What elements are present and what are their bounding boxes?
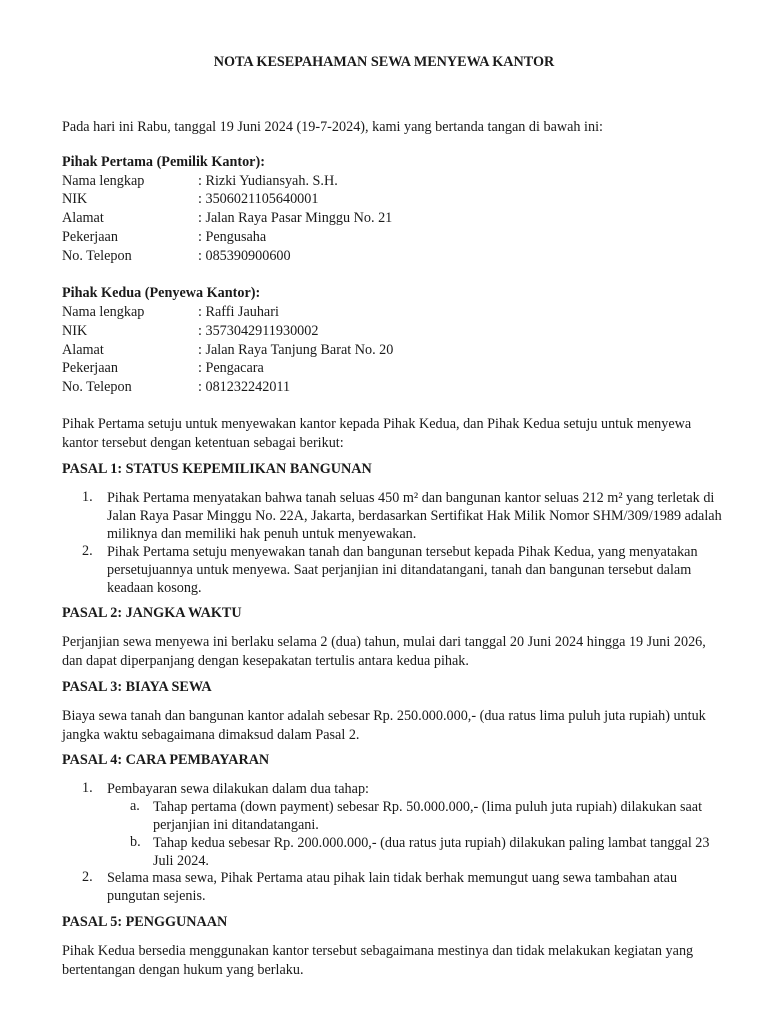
field-label: Nama lengkap [62,173,145,189]
list-number: 2. [82,543,93,559]
field-label: Alamat [62,342,104,358]
list-item: Pihak Pertama menyatakan bahwa tanah seluas 450 m² dan bangunan kantor seluas 212 m² yang terletak di Jalan Raya Pasar Minggu No. 22A, Jakarta, berdasarkan Sertifikat Hak Milik Nomor SHM/309/1989 adalah miliknya dan memiliki hak penuh untuk menyewakan. [107,490,722,542]
field-value: : Pengusaha [198,229,267,245]
agreement-paragraph: Pihak Pertama setuju untuk menyewakan kantor kepada Pihak Kedua, dan Pihak Kedua setuju untuk menyewa kantor tersebut dengan ketentuan sebagai berikut: [62,416,692,451]
field-label: NIK [62,323,88,339]
field-value: : 3506021105640001 [198,191,319,207]
pasal-3-heading: PASAL 3: BIAYA SEWA [62,679,212,695]
field-label: Pekerjaan [62,360,118,376]
intro-paragraph: Pada hari ini Rabu, tanggal 19 Juni 2024 (19-7-2024), kami yang bertanda tangan di bawah ini: [62,119,603,135]
pasal-2-heading: PASAL 2: JANGKA WAKTU [62,605,242,621]
pasal-2-text: Perjanjian sewa menyewa ini berlaku selama 2 (dua) tahun, mulai dari tanggal 20 Juni 2024 hingga 19 Juni 2026, dan dapat diperpanjang dengan kesepakatan tertulis antara kedua pihak. [62,634,706,669]
pihak-pertama-heading: Pihak Pertama (Pemilik Kantor): [62,154,265,170]
list-item: Pembayaran sewa dilakukan dalam dua tahap: [107,781,369,797]
list-number: 2. [82,869,93,885]
field-label: No. Telepon [62,248,132,264]
list-item: Selama masa sewa, Pihak Pertama atau pihak lain tidak berhak memungut uang sewa tambahan atau pungutan sejenis. [107,870,678,904]
field-value: : 3573042911930002 [198,323,319,339]
field-value: : Raffi Jauhari [198,304,279,320]
document-title: NOTA KESEPAHAMAN SEWA MENYEWA KANTOR [213,54,555,70]
pasal-1-heading: PASAL 1: STATUS KEPEMILIKAN BANGUNAN [62,461,372,477]
field-value: : Pengacara [198,360,264,376]
field-label: No. Telepon [62,379,132,395]
sublist-item: Tahap pertama (down payment) sebesar Rp. 50.000.000,- (lima puluh juta rupiah) dilakukan saat perjanjian ini ditandatangani. [153,799,703,833]
field-label: Pekerjaan [62,229,118,245]
field-value: : 085390900600 [198,248,291,264]
pihak-kedua-heading: Pihak Kedua (Penyewa Kantor): [62,285,261,301]
field-label: Nama lengkap [62,304,145,320]
sublist-item: Tahap kedua sebesar Rp. 200.000.000,- (dua ratus juta rupiah) dilakukan paling lambat tanggal 23 Juli 2024. [153,835,710,869]
field-value: : Jalan Raya Tanjung Barat No. 20 [198,342,394,358]
pasal-5-heading: PASAL 5: PENGGUNAAN [62,914,228,930]
field-label: Alamat [62,210,104,226]
field-label: NIK [62,191,88,207]
list-item: Pihak Pertama setuju menyewakan tanah dan bangunan tersebut kepada Pihak Kedua, yang menyatakan persetujuannya untuk menyewa. Saat perjanjian ini ditandatangani, tanah dan bangunan tersebut dalam keadaan kosong. [107,544,698,596]
sublist-letter: b. [130,834,141,850]
list-number: 1. [82,780,93,796]
field-value: : Jalan Raya Pasar Minggu No. 21 [198,210,393,226]
sublist-letter: a. [130,798,140,814]
pasal-5-text: Pihak Kedua bersedia menggunakan kantor tersebut sebagaimana mestinya dan tidak melakukan kegiatan yang bertentangan dengan hukum yang berlaku. [62,943,694,978]
field-value: : Rizki Yudiansyah. S.H. [198,173,338,189]
list-number: 1. [82,489,93,505]
pasal-4-heading: PASAL 4: CARA PEMBAYARAN [62,752,270,768]
pasal-3-text: Biaya sewa tanah dan bangunan kantor adalah sebesar Rp. 250.000.000,- (dua ratus lima puluh juta rupiah) untuk jangka waktu sebagaimana dimaksud dalam Pasal 2. [62,708,706,743]
field-value: : 081232242011 [198,379,291,395]
